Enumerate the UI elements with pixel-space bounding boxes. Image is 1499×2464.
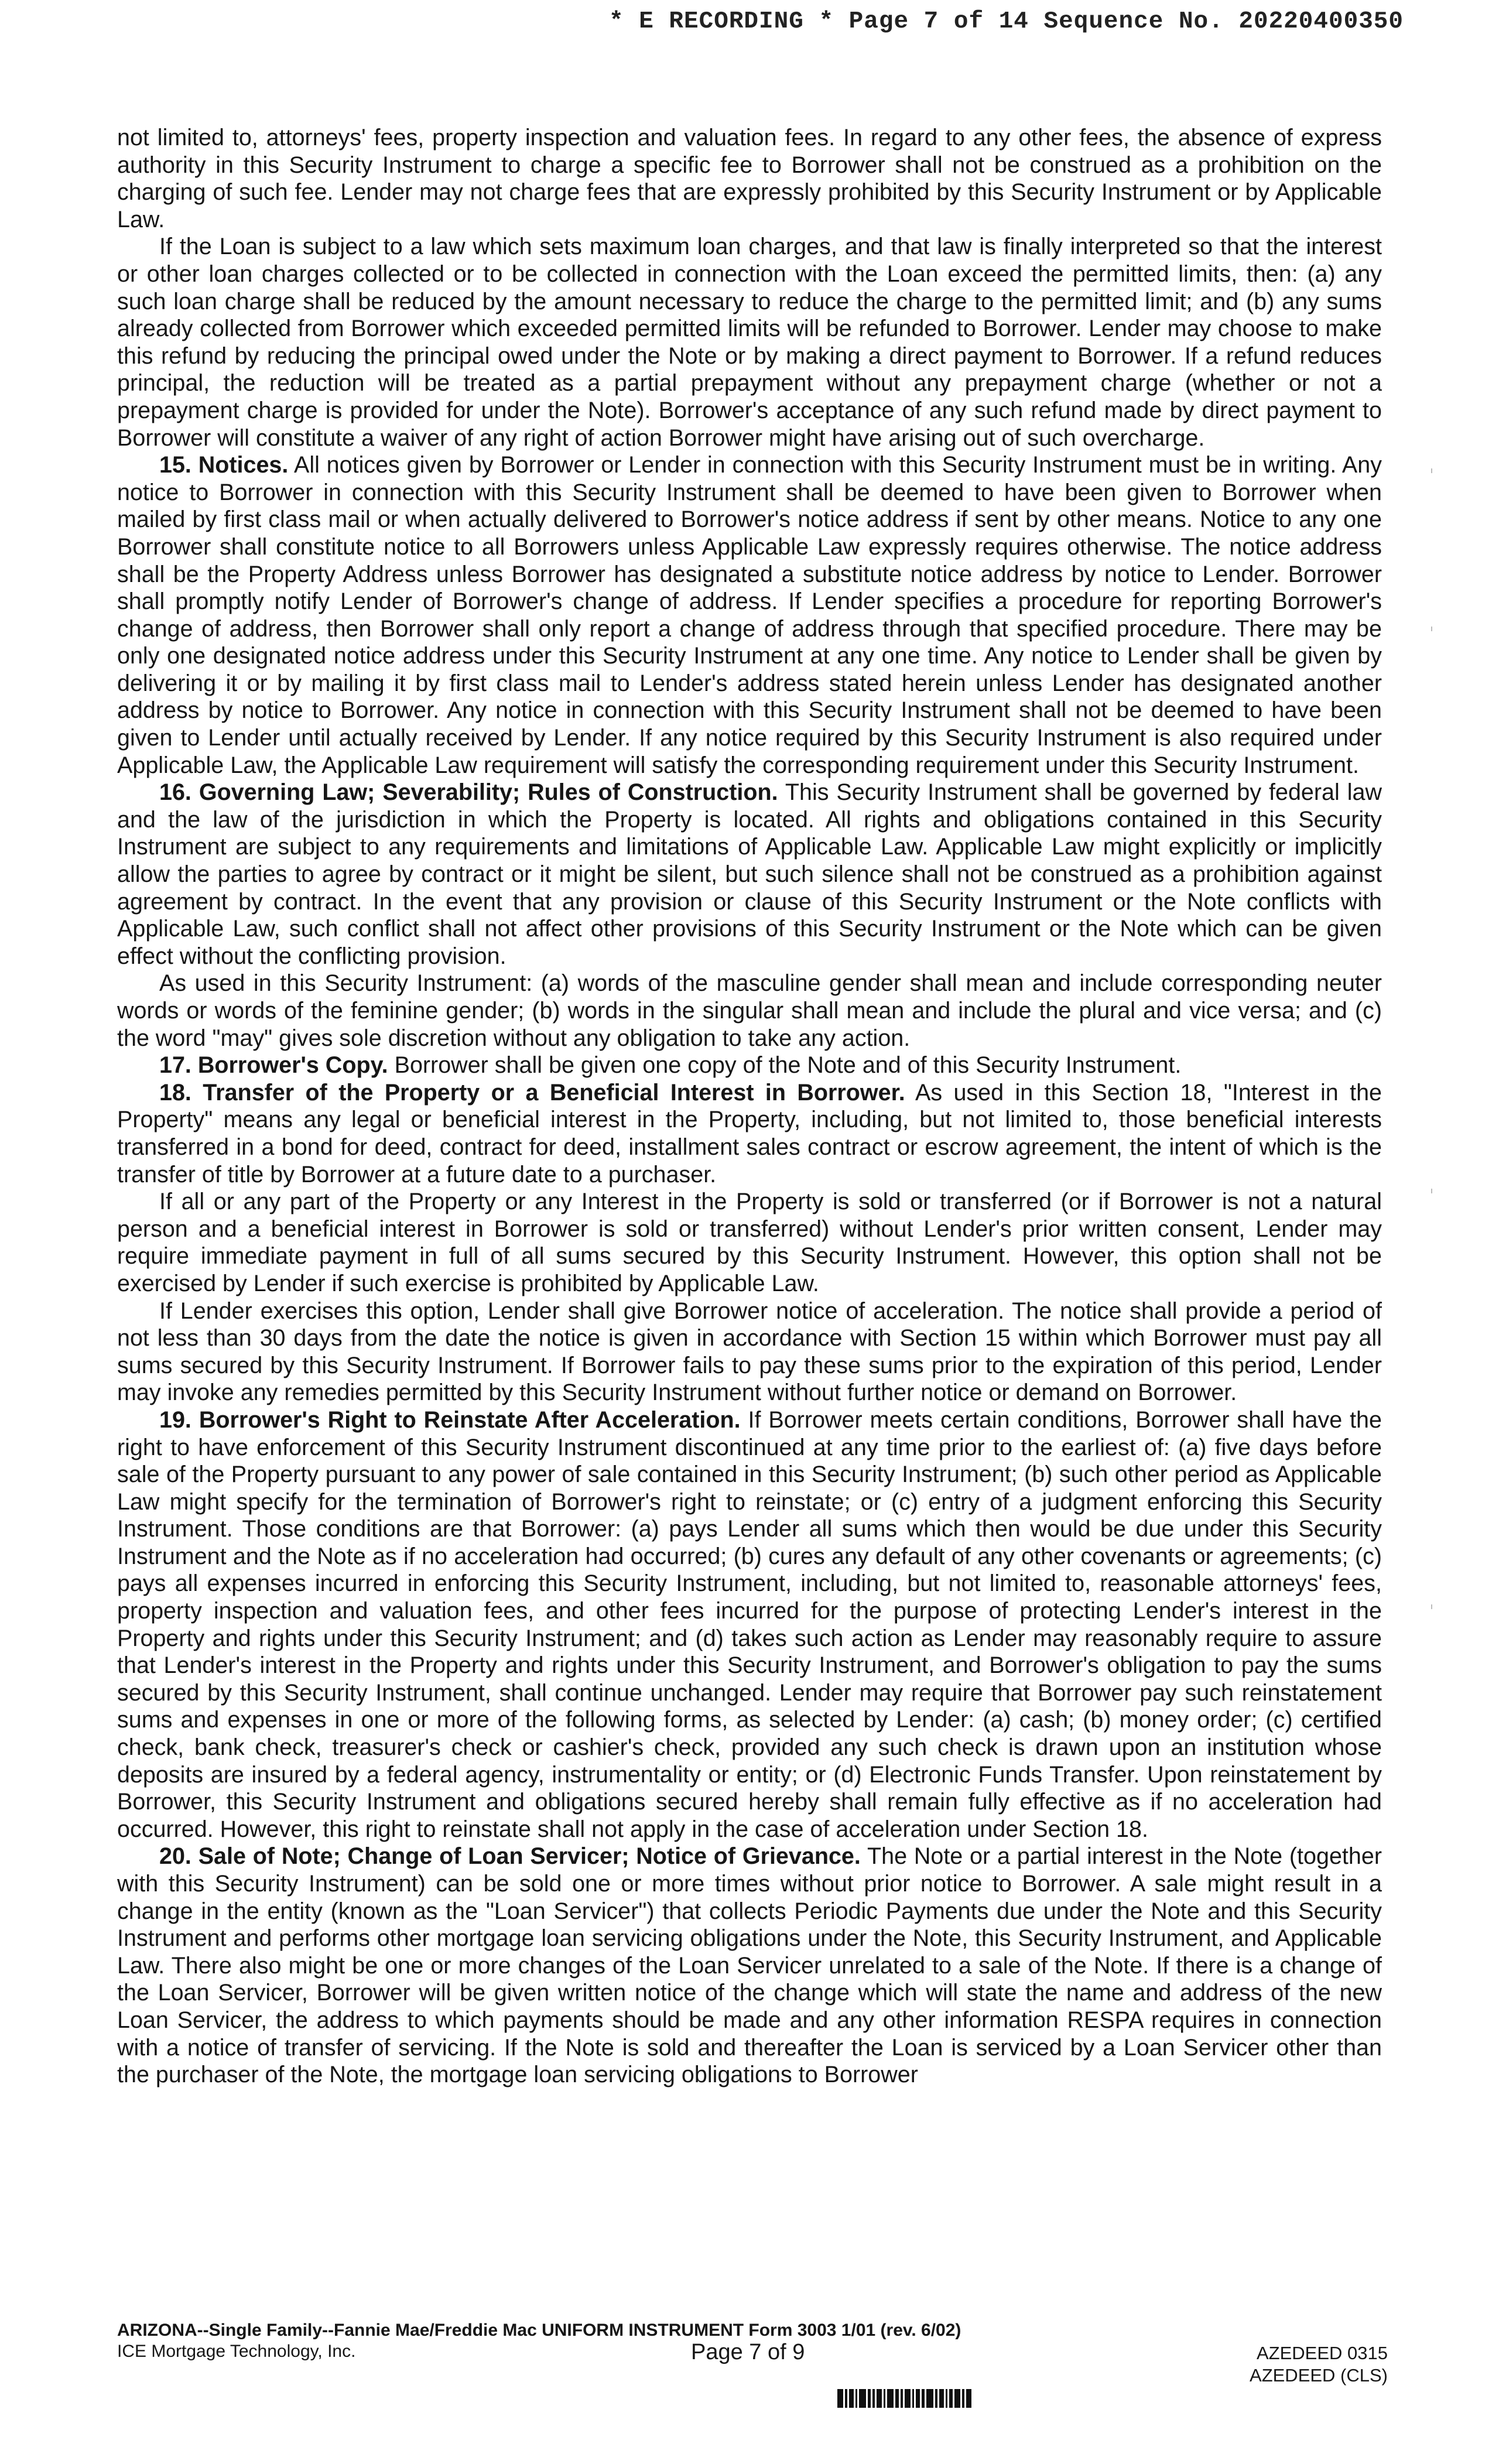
footer-form-info bbox=[117, 2320, 961, 2362]
section-18-title: 18. Transfer of the Property or a Beneficial Interest in Borrower. bbox=[159, 1079, 905, 1106]
section-18-paragraph-2: If all or any part of the Property or any Interest in the Property is sold or transferred (or if Borrower is not a natural person and a beneficial interest in Borrower is sold or transferred) without Lender's prior written consent, Lender may require immediate payment in full of all sums secured by this Security Instrument. However, this option shall not be exercised by Lender if such exercise is prohibited by Applicable Law. bbox=[117, 1189, 1382, 1296]
footer-code-2: AZEDEED (CLS) bbox=[1250, 2365, 1388, 2386]
margin-mark bbox=[1431, 1189, 1432, 1193]
footer-code-1: AZEDEED 0315 bbox=[1257, 2343, 1388, 2363]
margin-mark bbox=[1431, 468, 1432, 473]
section-17-borrowers-copy bbox=[117, 1052, 1382, 1079]
section-16-title: 16. Governing Law; Severability; Rules of Construction. bbox=[159, 779, 778, 806]
section-20-title: 20. Sale of Note; Change of Loan Servicer; Notice of Grievance. bbox=[159, 1843, 861, 1870]
section-16-text: This Security Instrument shall be governed by federal law and the law of the jurisdiction in which the Property is located. All rights and obligations contained in this Security Instrument are subject to any requirements and limitations of Applicable Law. Applicable Law might explicitly or implicitly allow the parties to agree by contract or it might be silent, but such silence shall not be construed as a prohibition against agreement by contract. In the event that any provision or clause of this Security Instrument or the Note conflicts with Applicable Law, such conflict shall not affect other provisions of this Security Instrument or the Note which can be given effect without the conflicting provision. bbox=[117, 779, 1382, 969]
paragraph-loan-charges: If the Loan is subject to a law which sets maximum loan charges, and that law is finally interpreted so that the interest or other loan charges collected or to be collected in connection with the Loan exceed the permitted limits, then: (a) any such loan charge shall be reduced by the amount necessary to reduce the charge to the permitted limit; and (b) any sums already collected from Borrower which exceeded permitted limits will be refunded to Borrower. Lender may choose to make this refund by reducing the principal owed under the Note or by making a direct payment to Borrower. If a refund reduces principal, the reduction will be treated as a partial prepayment without any prepayment charge (whether or not a prepayment charge is provided for under the Note). Borrower's acceptance of any such refund made by direct payment to Borrower will constitute a waiver of any right of action Borrower might have arising out of such overcharge. bbox=[117, 234, 1382, 451]
section-16-paragraph-2: As used in this Security Instrument: (a) words of the masculine gender shall mean and include corresponding neuter words or words of the feminine gender; (b) words in the singular shall mean and include the plural and vice versa; and (c) the word "may" gives sole discretion without any obligation to take any action. bbox=[117, 970, 1382, 1051]
footer-form-line: ARIZONA--Single Family--Fannie Mae/Freddie Mac UNIFORM INSTRUMENT Form 3003 1/01 (rev. 6/02) bbox=[117, 2321, 961, 2340]
section-20-text: The Note or a partial interest in the Note (together with this Security Instrument) can be sold one or more times without prior notice to Borrower. A sale might result in a change in the entity (known as the "Loan Servicer") that collects Periodic Payments due under the Note and this Security Instrument and performs other mortgage loan servicing obligations under the Note, this Security Instrument, and Applicable Law. There also might be one or more changes of the Loan Servicer unrelated to a sale of the Note. If there is a change of the Loan Servicer, Borrower will be given written notice of the change which will state the name and address of the new Loan Servicer, the address to which payments should be made and any other information RESPA requires in connection with a notice of transfer of servicing. If the Note is sold and thereafter the Loan is serviced by a Loan Servicer other than the purchaser of the Note, the mortgage loan servicing obligations to Borrower bbox=[117, 1843, 1382, 2088]
section-15-notices bbox=[117, 451, 1382, 779]
section-20-sale-of-note bbox=[117, 1843, 1382, 2088]
section-17-text: Borrower shall be given one copy of the Note and of this Security Instrument. bbox=[394, 1052, 1182, 1079]
section-19-title: 19. Borrower's Right to Reinstate After Acceleration. bbox=[159, 1406, 741, 1433]
document-body bbox=[117, 124, 1382, 2089]
margin-mark bbox=[1431, 627, 1432, 631]
section-19-reinstate bbox=[117, 1406, 1382, 1843]
section-15-title: 15. Notices. bbox=[159, 452, 289, 478]
section-18-text: As used in this Section 18, "Interest in the Property" means any legal or beneficial interest in the Property, including, but not limited to, those beneficial interests transferred in a bond for deed, contract for deed, installment sales contract or escrow agreement, the intent of which is the transfer of title by Borrower at a future date to a purchaser. bbox=[117, 1079, 1382, 1187]
footer-form-codes bbox=[1195, 2342, 1388, 2387]
section-19-text: If Borrower meets certain conditions, Borrower shall have the right to have enforcement of this Security Instrument discontinued at any time prior to the earliest of: (a) five days before sale of the Property pursuant to any power of sale contained in this Security Instrument; (b) such other period as Applicable Law might specify for the termination of Borrower's right to reinstate; or (c) entry of a judgment enforcing this Security Instrument. Those conditions are that Borrower: (a) pays Lender all sums which then would be due under this Security Instrument and the Note as if no acceleration had occurred; (b) cures any default of any other covenants or agreements; (c) pays all expenses incurred in enforcing this Security Instrument, including, but not limited to, reasonable attorneys' fees, property inspection and valuation fees, and other fees incurred for the purpose of protecting Lender's interest in the Property and rights under this Security Instrument; and (d) takes such action as Lender may reasonably require to assure that Lender's interest in the Property and rights under this Security Instrument, and Borrower's obligation to pay the sums secured by this Security Instrument, shall continue unchanged. Lender may require that Borrower pay such reinstatement sums and expenses in one or more of the following forms, as selected by Lender: (a) cash; (b) money order; (c) certified check, bank check, treasurer's check or cashier's check, provided any such check is drawn upon an institution whose deposits are insured by a federal agency, instrumentality or entity; or (d) Electronic Funds Transfer. Upon reinstatement by Borrower, this Security Instrument and obligations secured hereby shall remain fully effective as if no acceleration had occurred. However, this right to reinstate shall not apply in the case of acceleration under Section 18. bbox=[117, 1406, 1382, 1842]
paragraph-continued: not limited to, attorneys' fees, property inspection and valuation fees. In regard to any other fees, the absence of express authority in this Security Instrument to charge a specific fee to Borrower shall not be construed as a prohibition on the charging of such fee. Lender may not charge fees that are expressly prohibited by this Security Instrument or by Applicable Law. bbox=[117, 125, 1382, 232]
section-16-governing-law bbox=[117, 779, 1382, 970]
barcode-icon bbox=[837, 2389, 995, 2408]
section-17-title: 17. Borrower's Copy. bbox=[159, 1052, 388, 1079]
recording-header: * E RECORDING * Page 7 of 14 Sequence No. 20220400350 bbox=[609, 8, 1404, 35]
section-15-text: All notices given by Borrower or Lender in connection with this Security Instrument must be in writing. Any notice to Borrower in connection with this Security Instrument shall be deemed to have been given to Borrower when mailed by first class mail or when actually delivered to Borrower's notice address if sent by other means. Notice to any one Borrower shall constitute notice to all Borrowers unless Applicable Law expressly requires otherwise. The notice address shall be the Property Address unless Borrower has designated a substitute notice address by notice to Lender. Borrower shall promptly notify Lender of Borrower's change of address. If Lender specifies a procedure for reporting Borrower's change of address, then Borrower shall only report a change of address through that specified procedure. There may be only one designated notice address under this Security Instrument at any one time. Any notice to Lender shall be given by delivering it or by mailing it by first class mail to Lender's address stated herein unless Lender has designated another address by notice to Borrower. Any notice in connection with this Security Instrument shall not be deemed to have been given to Lender until actually received by Lender. If any notice required by this Security Instrument is also required under Applicable Law, the Applicable Law requirement will satisfy the corresponding requirement under this Security Instrument. bbox=[117, 452, 1382, 778]
section-18-paragraph-3: If Lender exercises this option, Lender shall give Borrower notice of acceleration. The notice shall provide a period of not less than 30 days from the date the notice is given in accordance with Section 15 within which Borrower must pay all sums secured by this Security Instrument. If Borrower fails to pay these sums prior to the expiration of this period, Lender may invoke any remedies permitted by this Security Instrument without further notice or demand on Borrower. bbox=[117, 1298, 1382, 1406]
footer-company: ICE Mortgage Technology, Inc. bbox=[117, 2342, 356, 2361]
margin-mark bbox=[1431, 1604, 1432, 1609]
footer-page-number: Page 7 of 9 bbox=[691, 2340, 805, 2364]
section-18-transfer bbox=[117, 1079, 1382, 1188]
